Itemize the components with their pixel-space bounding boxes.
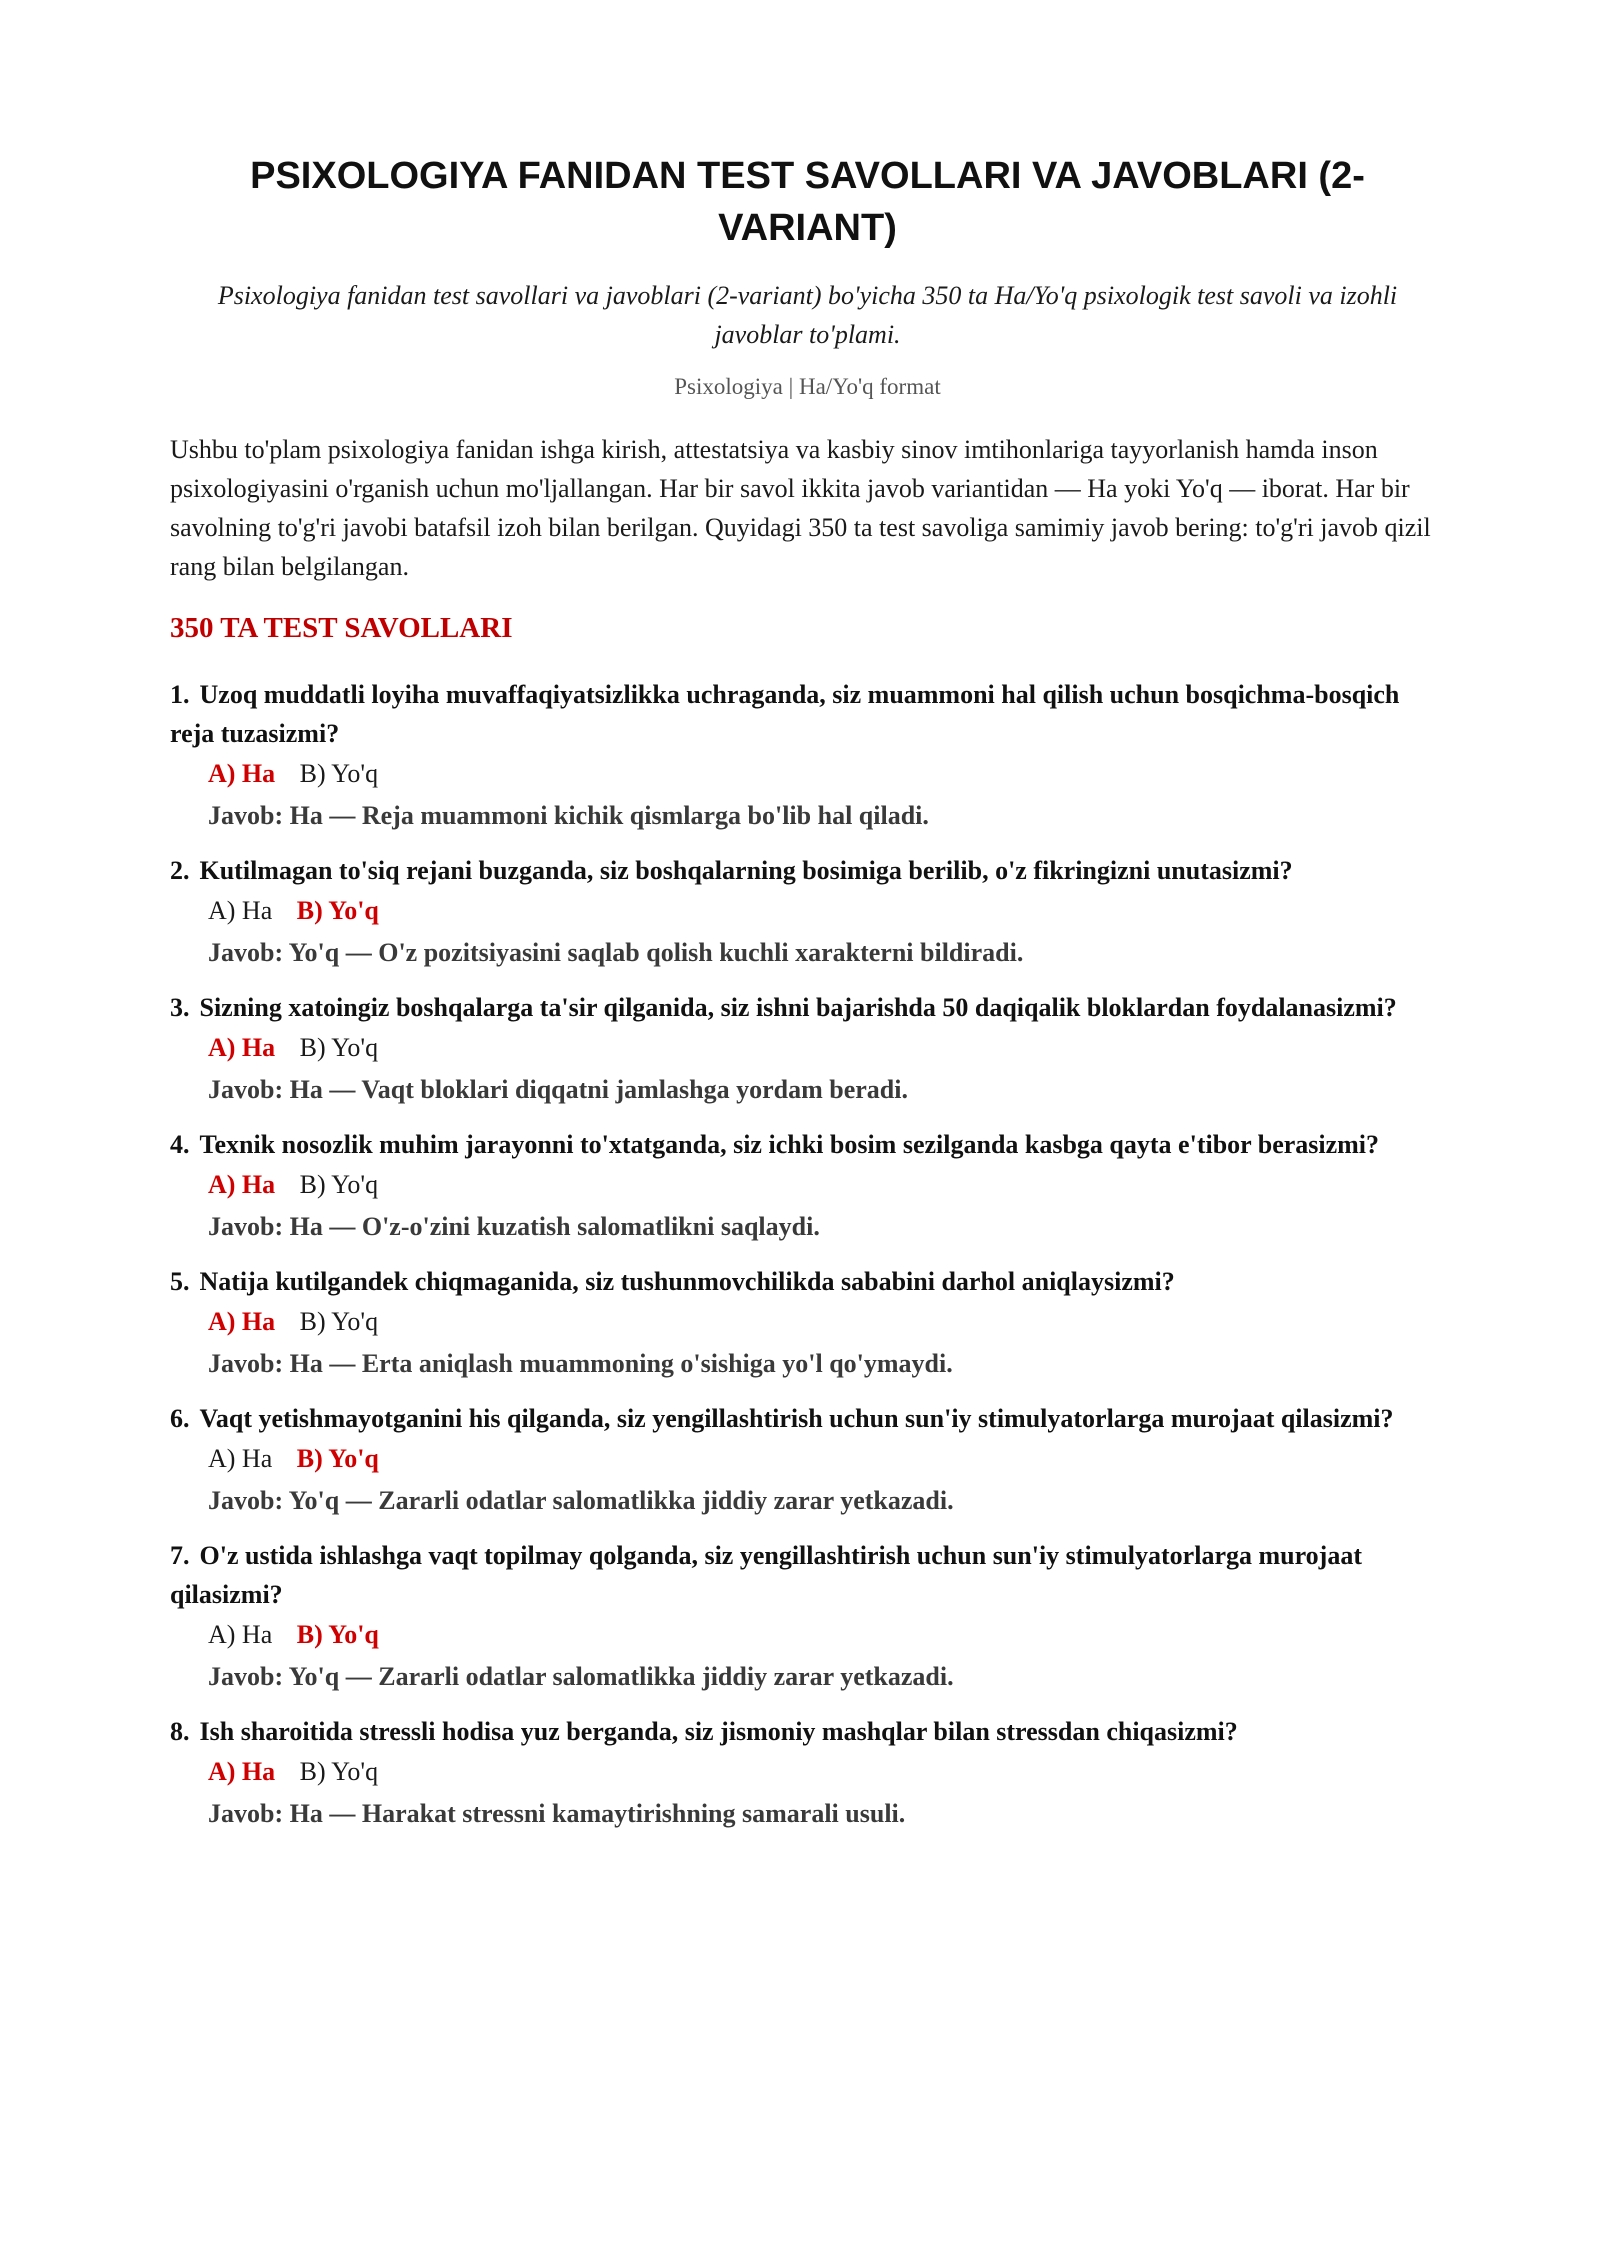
question-number: 1. bbox=[170, 680, 190, 709]
section-heading: 350 TA TEST SAVOLLARI bbox=[170, 612, 513, 644]
question-body: Sizning xatoingiz boshqalarga ta'sir qilganida, siz ishni bajarishda 50 daqiqalik bloklardan foydalanasizmi? bbox=[199, 993, 1397, 1022]
page-subtitle: Psixologiya fanidan test savollari va javoblari (2-variant) bo'yicha 350 ta Ha/Yo'q psixologik test savoli va izohli javoblar to'plami. bbox=[217, 281, 1398, 349]
question-item bbox=[170, 988, 1445, 1111]
question-text bbox=[170, 1262, 1445, 1301]
question-body: Kutilmagan to'siq rejani buzganda, siz boshqalarning bosimiga berilib, o'z fikringizni unutasizmi? bbox=[199, 856, 1293, 885]
question-text bbox=[170, 1125, 1445, 1164]
option-b[interactable]: B) Yo'q bbox=[299, 1307, 379, 1336]
option-a[interactable]: A) Ha bbox=[208, 896, 273, 925]
question-text bbox=[170, 675, 1445, 753]
answer-options bbox=[208, 890, 1445, 932]
question-item bbox=[170, 1125, 1445, 1248]
answer-explanation: Javob: Yo'q — Zararli odatlar salomatlikka jiddiy zarar yetkazadi. bbox=[208, 1662, 954, 1691]
question-body: Natija kutilgandek chiqmaganida, siz tushunmovchilikda sababini darhol aniqlaysizmi? bbox=[199, 1267, 1175, 1296]
question-list bbox=[170, 675, 1445, 1835]
question-item bbox=[170, 1262, 1445, 1385]
question-number: 3. bbox=[170, 993, 190, 1022]
option-b[interactable]: B) Yo'q bbox=[296, 1620, 379, 1649]
question-text bbox=[170, 1399, 1445, 1438]
document-page bbox=[170, 150, 1445, 1849]
question-body: Texnik nosozlik muhim jarayonni to'xtatganda, siz ichki bosim sezilganda kasbga qayta e'tibor berasizmi? bbox=[199, 1130, 1380, 1159]
option-b[interactable]: B) Yo'q bbox=[299, 1033, 379, 1062]
page-title: PSIXOLOGIYA FANIDAN TEST SAVOLLARI VA JAVOBLARI (2-VARIANT) bbox=[250, 155, 1365, 249]
question-item bbox=[170, 851, 1445, 974]
answer-options bbox=[208, 1751, 1445, 1793]
option-a[interactable]: A) Ha bbox=[208, 1620, 273, 1649]
question-number: 6. bbox=[170, 1404, 190, 1433]
question-number: 8. bbox=[170, 1717, 190, 1746]
answer-explanation: Javob: Ha — Harakat stressni kamaytirishning samarali usuli. bbox=[208, 1799, 906, 1828]
option-a[interactable]: A) Ha bbox=[208, 1757, 276, 1786]
answer-explanation: Javob: Ha — O'z-o'zini kuzatish salomatlikni saqlaydi. bbox=[208, 1212, 820, 1241]
page-meta: Psixologiya | Ha/Yo'q format bbox=[674, 374, 941, 399]
question-number: 5. bbox=[170, 1267, 190, 1296]
answer-options bbox=[208, 1614, 1445, 1656]
question-text bbox=[170, 1536, 1445, 1614]
intro-paragraph: Ushbu to'plam psixologiya fanidan ishga kirish, attestatsiya va kasbiy sinov imtihonlariga tayyorlanish hamda inson psixologiyasini o'rganish uchun mo'ljallangan. Har bir savol ikkita javob variantidan — Ha yoki Yo'q — iborat. Har bir savolning to'g'ri javobi batafsil izoh bilan berilgan. Quyidagi 350 ta test savoliga samimiy javob bering: to'g'ri javob qizil rang bilan belgilangan. bbox=[170, 435, 1431, 581]
answer-explanation: Javob: Yo'q — Zararli odatlar salomatlikka jiddiy zarar yetkazadi. bbox=[208, 1486, 954, 1515]
question-number: 4. bbox=[170, 1130, 190, 1159]
answer-explanation: Javob: Ha — Reja muammoni kichik qismlarga bo'lib hal qiladi. bbox=[208, 801, 929, 830]
option-a[interactable]: A) Ha bbox=[208, 1033, 276, 1062]
question-number: 2. bbox=[170, 856, 190, 885]
question-body: Ish sharoitida stressli hodisa yuz berganda, siz jismoniy mashqlar bilan stressdan chiqasizmi? bbox=[199, 1717, 1238, 1746]
answer-explanation: Javob: Ha — Vaqt bloklari diqqatni jamlashga yordam beradi. bbox=[208, 1075, 908, 1104]
option-a[interactable]: A) Ha bbox=[208, 1170, 276, 1199]
answer-explanation: Javob: Yo'q — O'z pozitsiyasini saqlab qolish kuchli xarakterni bildiradi. bbox=[208, 938, 1024, 967]
question-text bbox=[170, 988, 1445, 1027]
option-a[interactable]: A) Ha bbox=[208, 1307, 276, 1336]
option-b[interactable]: B) Yo'q bbox=[296, 1444, 379, 1473]
question-body: O'z ustida ishlashga vaqt topilmay qolganda, siz yengillashtirish uchun sun'iy stimulyatorlarga murojaat qilasizmi? bbox=[170, 1541, 1362, 1609]
answer-options bbox=[208, 1164, 1445, 1206]
answer-options bbox=[208, 1438, 1445, 1480]
question-text bbox=[170, 851, 1445, 890]
question-item bbox=[170, 675, 1445, 837]
option-b[interactable]: B) Yo'q bbox=[299, 1757, 379, 1786]
question-item bbox=[170, 1536, 1445, 1698]
option-b[interactable]: B) Yo'q bbox=[296, 896, 379, 925]
question-item bbox=[170, 1712, 1445, 1835]
question-text bbox=[170, 1712, 1445, 1751]
option-a[interactable]: A) Ha bbox=[208, 759, 276, 788]
answer-options bbox=[208, 1301, 1445, 1343]
question-number: 7. bbox=[170, 1541, 190, 1570]
answer-options bbox=[208, 1027, 1445, 1069]
question-item bbox=[170, 1399, 1445, 1522]
option-b[interactable]: B) Yo'q bbox=[299, 759, 379, 788]
question-body: Vaqt yetishmayotganini his qilganda, siz yengillashtirish uchun sun'iy stimulyatorlarga murojaat qilasizmi? bbox=[199, 1404, 1394, 1433]
question-body: Uzoq muddatli loyiha muvaffaqiyatsizlikka uchraganda, siz muammoni hal qilish uchun bosqichma-bosqich reja tuzasizmi? bbox=[170, 680, 1400, 748]
option-a[interactable]: A) Ha bbox=[208, 1444, 273, 1473]
answer-options bbox=[208, 753, 1445, 795]
answer-explanation: Javob: Ha — Erta aniqlash muammoning o'sishiga yo'l qo'ymaydi. bbox=[208, 1349, 953, 1378]
option-b[interactable]: B) Yo'q bbox=[299, 1170, 379, 1199]
